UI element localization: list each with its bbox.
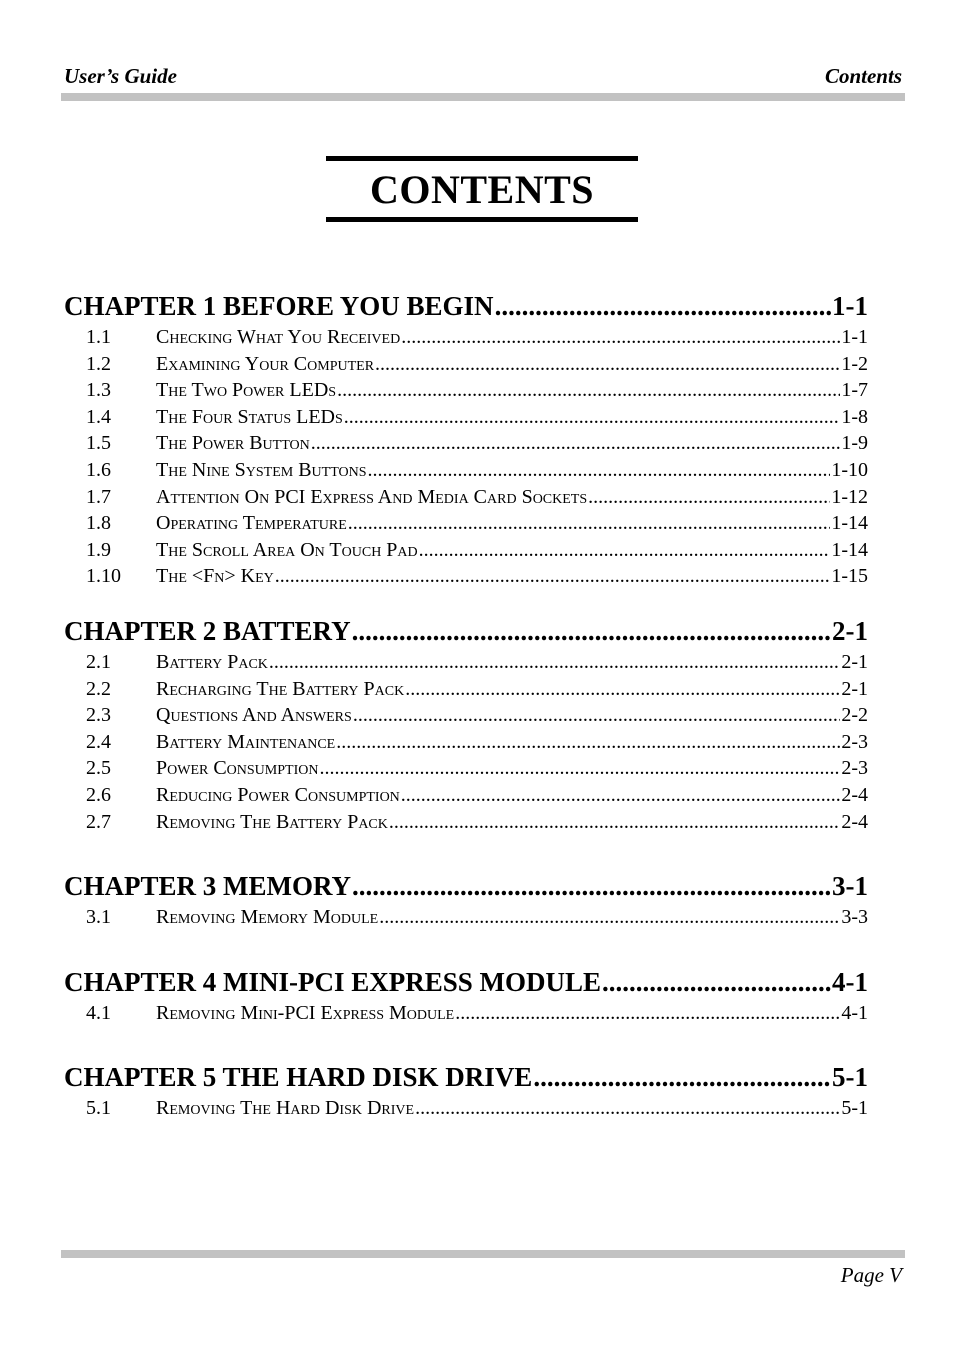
header-rule xyxy=(61,93,905,101)
section-number: 3.1 xyxy=(86,906,111,929)
dot-leader xyxy=(602,964,831,1000)
chapter-title: CHAPTER 3 MEMORY xyxy=(64,871,352,902)
chapter-page: 5-1 xyxy=(832,1062,868,1093)
header-title: User’s Guide xyxy=(64,64,177,88)
dot-leader xyxy=(353,702,841,729)
section-page: 2-3 xyxy=(841,730,868,753)
toc-entry[interactable] xyxy=(64,649,868,676)
section-title: Removing Mini-PCI Express Module xyxy=(156,1001,455,1024)
toc-entry[interactable] xyxy=(64,1095,868,1122)
section-title: Checking What You Received xyxy=(156,326,401,348)
section-title: Removing The Hard Disk Drive xyxy=(156,1097,415,1120)
toc-entry[interactable] xyxy=(64,782,868,809)
section-title: Questions And Answers xyxy=(156,704,352,727)
toc-chapter-5[interactable] xyxy=(64,1059,868,1095)
chapter-spacer xyxy=(64,931,868,964)
toc-entry[interactable] xyxy=(64,676,868,703)
dot-leader xyxy=(275,563,831,590)
section-page: 2-4 xyxy=(841,810,868,833)
toc-entry[interactable] xyxy=(64,510,868,537)
section-page: 1-12 xyxy=(831,485,868,508)
section-page: 5-1 xyxy=(841,1097,868,1120)
dot-leader xyxy=(533,1059,831,1095)
dot-leader xyxy=(352,613,831,649)
dot-leader xyxy=(415,1095,840,1122)
chapter-page: 1-1 xyxy=(832,291,868,321)
chapter-title: CHAPTER 1 BEFORE YOU BEGIN xyxy=(64,291,494,321)
dot-leader xyxy=(336,729,840,756)
toc-chapter-1[interactable] xyxy=(64,288,868,324)
chapter-spacer xyxy=(64,835,868,868)
chapter-page: 3-1 xyxy=(832,871,868,902)
section-page: 2-3 xyxy=(841,757,868,780)
section-page: 1-15 xyxy=(831,565,868,588)
section-number: 1.6 xyxy=(86,458,111,481)
page-title-text: CONTENTS xyxy=(369,166,595,212)
section-number: 2.6 xyxy=(86,783,111,806)
toc-entry[interactable] xyxy=(64,1000,868,1027)
section-title: Recharging The Battery Pack xyxy=(156,677,405,700)
chapter-spacer xyxy=(64,1026,868,1059)
section-number: 2.1 xyxy=(86,650,111,673)
dot-leader xyxy=(419,537,831,564)
toc-entry[interactable] xyxy=(64,904,868,931)
section-page: 1-10 xyxy=(831,458,868,481)
toc-entry[interactable] xyxy=(64,755,868,782)
chapter-page: 4-1 xyxy=(832,966,868,997)
section-title: The Two Power LEDs xyxy=(156,379,337,402)
section-number: 2.7 xyxy=(86,810,111,833)
toc-entry[interactable] xyxy=(64,809,868,836)
toc-entry[interactable] xyxy=(64,377,868,404)
section-page: 1-14 xyxy=(831,512,868,535)
dot-leader xyxy=(405,676,840,703)
section-number: 1.8 xyxy=(86,512,111,535)
toc-entry[interactable] xyxy=(64,729,868,756)
section-page: 3-3 xyxy=(841,906,868,929)
toc-entry[interactable] xyxy=(64,351,868,378)
section-number: 2.3 xyxy=(86,704,111,727)
section-title: The Scroll Area On Touch Pad xyxy=(156,538,418,561)
section-number: 4.1 xyxy=(86,1001,111,1024)
section-number: 1.10 xyxy=(86,565,121,588)
dot-leader xyxy=(495,288,831,324)
section-title: Reducing Power Consumption xyxy=(156,783,400,806)
section-number: 2.4 xyxy=(86,730,111,753)
footer-rule xyxy=(61,1250,905,1258)
toc-entry[interactable] xyxy=(64,484,868,511)
section-title: Attention On PCI Express And Media Card Sockets xyxy=(156,485,588,508)
section-number: 1.7 xyxy=(86,485,111,508)
dot-leader xyxy=(389,809,840,836)
section-title: Battery Pack xyxy=(156,650,268,673)
dot-leader xyxy=(379,904,840,931)
running-header xyxy=(64,64,902,89)
toc-entry[interactable] xyxy=(64,430,868,457)
section-number: 1.2 xyxy=(86,352,111,375)
table-of-contents xyxy=(64,288,868,1122)
toc-entry[interactable] xyxy=(64,404,868,431)
dot-leader xyxy=(337,377,840,404)
section-number: 1.9 xyxy=(86,538,111,561)
toc-chapter-3[interactable] xyxy=(64,868,868,904)
section-page: 2-1 xyxy=(841,677,868,700)
toc-entry[interactable] xyxy=(64,537,868,564)
section-number: 5.1 xyxy=(86,1097,111,1120)
dot-leader xyxy=(352,868,831,904)
page-number: Page V xyxy=(840,1263,902,1287)
toc-entry[interactable] xyxy=(64,457,868,484)
section-title: Removing The Battery Pack xyxy=(156,810,388,833)
page-title xyxy=(326,156,638,222)
dot-leader xyxy=(348,510,831,537)
section-title: Power Consumption xyxy=(156,757,319,780)
chapter-title: CHAPTER 4 MINI-PCI EXPRESS MODULE xyxy=(64,966,602,997)
dot-leader xyxy=(344,404,841,431)
toc-chapter-4[interactable] xyxy=(64,964,868,1000)
header-section: Contents xyxy=(824,64,902,88)
chapter-page: 2-1 xyxy=(832,615,868,646)
chapter-title: CHAPTER 2 BATTERY xyxy=(64,615,351,646)
dot-leader xyxy=(401,782,841,809)
section-page: 1-8 xyxy=(841,405,868,428)
dot-leader xyxy=(401,324,840,351)
section-page: 1-2 xyxy=(841,352,868,375)
section-title: Examining Your Computer xyxy=(156,352,375,375)
dot-leader xyxy=(269,649,840,676)
chapter-spacer xyxy=(64,590,868,613)
section-page: 2-2 xyxy=(841,704,868,727)
section-page: 2-1 xyxy=(841,650,868,673)
dot-leader xyxy=(455,1000,840,1027)
section-page: 1-14 xyxy=(831,538,868,561)
section-title: Battery Maintenance xyxy=(156,730,336,753)
section-page: 2-4 xyxy=(841,783,868,806)
section-number: 2.5 xyxy=(86,757,111,780)
section-page: 1-9 xyxy=(841,432,868,455)
section-number: 1.5 xyxy=(86,432,111,455)
section-title: The Four Status LEDs xyxy=(156,405,343,428)
section-title: Removing Memory Module xyxy=(156,906,379,929)
toc-entry[interactable] xyxy=(64,563,868,590)
section-title: The Power Button xyxy=(156,432,310,455)
section-number: 1.4 xyxy=(86,405,111,428)
dot-leader xyxy=(319,755,840,782)
section-number: 1.3 xyxy=(86,379,111,402)
toc-chapter-2[interactable] xyxy=(64,613,868,649)
toc-entry[interactable] xyxy=(64,324,868,351)
section-title: The Nine System Buttons xyxy=(156,458,367,481)
section-number: 2.2 xyxy=(86,677,111,700)
section-title: Operating Temperature xyxy=(156,512,347,535)
section-number: 1.1 xyxy=(86,326,111,348)
dot-leader xyxy=(375,351,840,378)
section-page: 1-7 xyxy=(841,379,868,402)
chapter-title: CHAPTER 5 THE HARD DISK DRIVE xyxy=(64,1062,533,1093)
toc-entry[interactable] xyxy=(64,702,868,729)
dot-leader xyxy=(311,430,841,457)
section-title: The <Fn> Key xyxy=(156,565,274,588)
section-page: 4-1 xyxy=(841,1001,868,1024)
dot-leader xyxy=(368,457,831,484)
section-page: 1-1 xyxy=(841,326,868,348)
dot-leader xyxy=(588,484,830,511)
